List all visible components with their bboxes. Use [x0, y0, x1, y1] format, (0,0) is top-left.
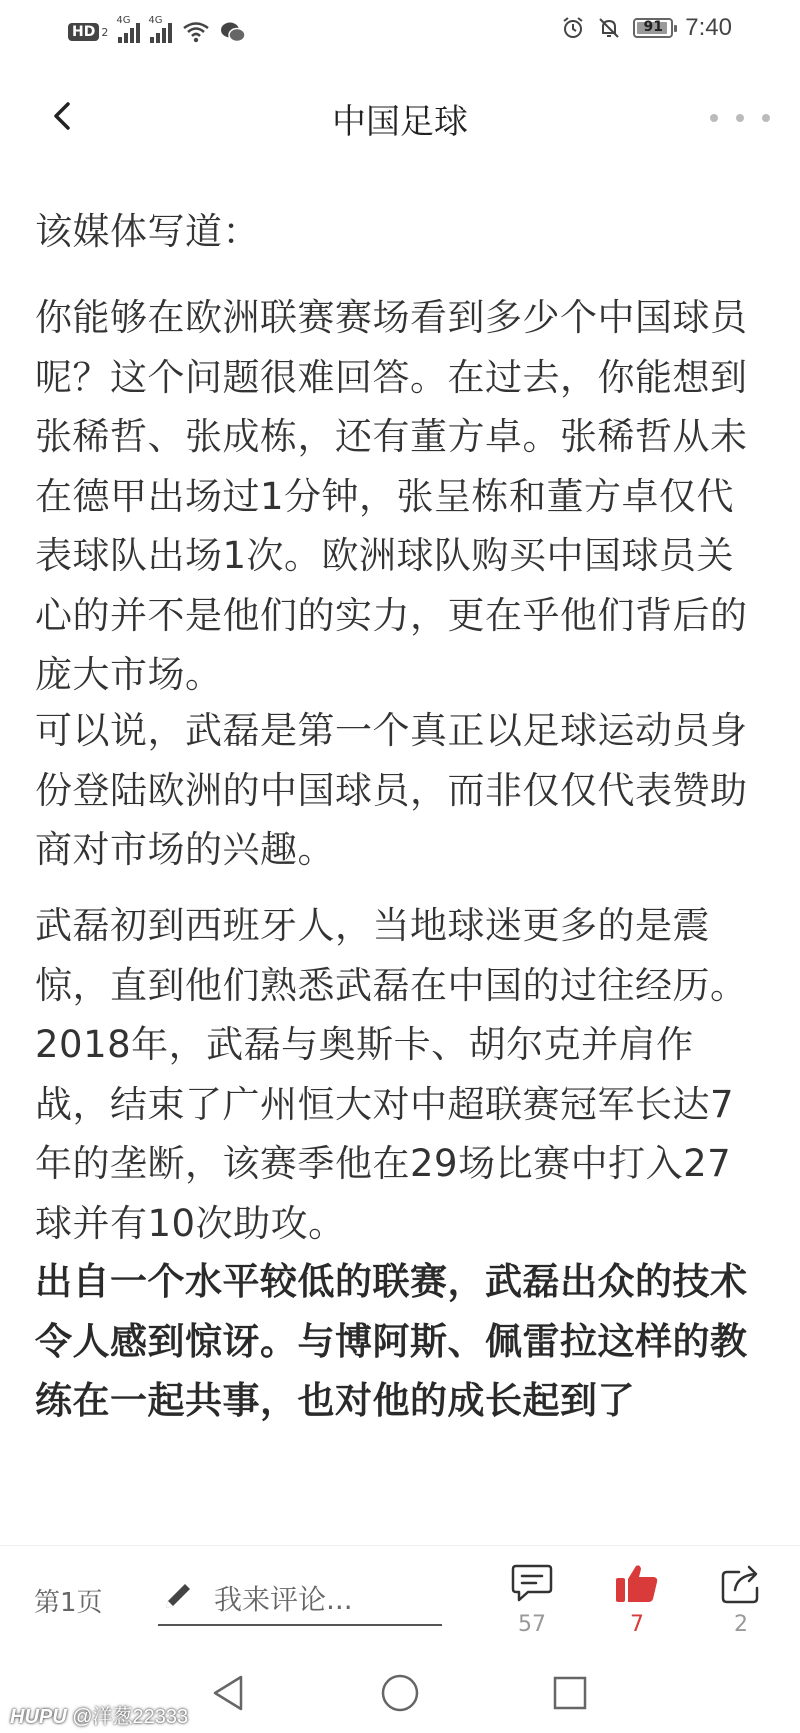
comment-count: 57 — [518, 1612, 546, 1637]
paragraph: 该媒体写道： — [35, 210, 260, 253]
watermark-user: @洋葱22333 — [72, 1706, 189, 1728]
system-home-button[interactable] — [378, 1671, 422, 1715]
system-back-button[interactable] — [206, 1671, 250, 1715]
watermark — [10, 1700, 188, 1729]
clock: 7:40 — [685, 14, 732, 41]
watermark-brand: HUPU — [10, 1706, 67, 1728]
share-button[interactable] — [706, 1562, 776, 1637]
more-dot — [710, 114, 718, 122]
comment-placeholder: 我来评论... — [214, 1583, 353, 1616]
wifi-icon — [182, 21, 210, 43]
bottom-action-bar — [0, 1545, 800, 1656]
battery-icon — [633, 18, 673, 38]
page-indicator[interactable]: 第1页 — [34, 1588, 103, 1618]
pen-icon — [160, 1578, 196, 1614]
mute-icon — [597, 16, 621, 40]
signal-icon — [116, 15, 140, 43]
paragraph: 可以说，武磊是第一个真正以足球运动员身份登陆欧洲的中国球员，而非仅仅代表赞助商对市场的兴趣。 — [35, 709, 748, 871]
circle-home-icon — [380, 1673, 420, 1713]
triangle-back-icon — [211, 1674, 245, 1712]
status-bar — [0, 0, 800, 62]
like-count: 7 — [630, 1612, 644, 1637]
comment-bubble-icon — [510, 1562, 554, 1604]
battery-level: 91 — [643, 19, 664, 35]
hd-badge: HD — [68, 23, 99, 41]
thumbs-up-icon — [614, 1562, 660, 1604]
comment-input[interactable] — [158, 1572, 442, 1626]
status-right — [561, 14, 732, 42]
top-nav-bar — [0, 62, 800, 174]
hd-sub: 2 — [101, 25, 109, 39]
status-left — [68, 15, 246, 46]
share-icon — [719, 1562, 763, 1604]
comments-button[interactable] — [497, 1562, 567, 1637]
paragraph: 你能够在欧洲联赛赛场看到多少个中国球员呢？这个问题很难回答。在过去，你能想到张稀哲、张成栋，还有董方卓。张稀哲从未在德甲出场过1分钟，张呈栋和董方卓仅代表球队出场1次。欧洲球队购买中国球员关心的并不是他们的实力，更在乎他们背后的庞大市场。 — [35, 296, 748, 696]
wechat-icon — [220, 21, 246, 43]
signal-label: 4G — [116, 15, 131, 26]
more-button[interactable] — [710, 98, 770, 138]
system-recents-button[interactable] — [548, 1671, 592, 1715]
signal-icon — [148, 15, 172, 43]
square-recents-icon — [552, 1675, 588, 1711]
more-dot — [762, 114, 770, 122]
share-count: 2 — [734, 1612, 748, 1637]
article-body — [0, 140, 800, 1545]
signal-label: 4G — [148, 15, 163, 26]
page-title: 中国足球 — [332, 102, 468, 142]
paragraph: 武磊初到西班牙人，当地球迷更多的是震惊，直到他们熟悉武磊在中国的过往经历。2018年，武磊与奥斯卡、胡尔克并肩作战，结束了广州恒大对中超联赛冠军长达7年的垄断，该赛季他在29场比赛中打入27球并有10次助攻。 — [35, 904, 748, 1245]
more-dot — [736, 114, 744, 122]
like-button[interactable] — [602, 1562, 672, 1637]
paragraph-bold: 出自一个水平较低的联赛，武磊出众的技术令人感到惊讶。与博阿斯、佩雷拉这样的教练在一起共事，也对他的成长起到了 — [35, 1260, 748, 1422]
alarm-icon — [561, 16, 585, 40]
